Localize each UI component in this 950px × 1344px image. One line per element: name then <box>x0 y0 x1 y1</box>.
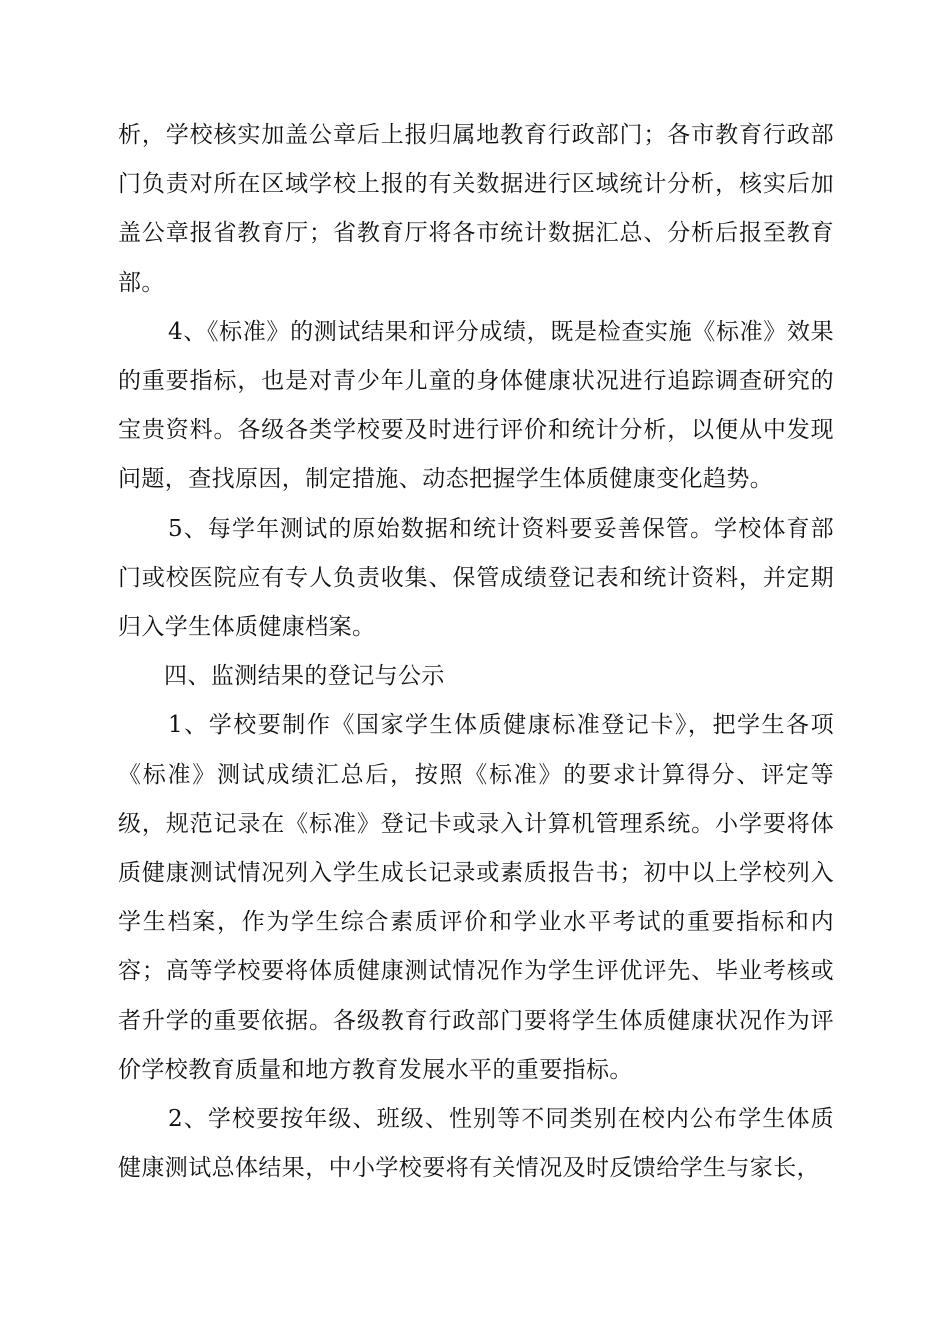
paragraph-item-5: 5、每学年测试的原始数据和统计资料要妥善保管。学校体育部门或校医院应有专人负责收集、保管成绩登记表和统计资料，并定期归入学生体质健康档案。 <box>118 515 834 641</box>
paragraph-continuation: 析，学校核实加盖公章后上报归属地教育行政部门；各市教育行政部门负责对所在区域学校上报的有关数据进行区域统计分析，核实后加盖公章报省教育厅；省教育厅将各市统计数据汇总、分析后报至教育部。 <box>118 122 834 296</box>
paragraph-item-1: 1、学校要制作《国家学生体质健康标准登记卡》，把学生各项《标准》测试成绩汇总后，按照《标准》的要求计算得分、评定等级，规范记录在《标准》登记卡或录入计算机管理系统。小学要将体质健康测试情况列入学生成长记录或素质报告书；初中以上学校列入学生档案，作为学生综合素质评价和学业水平考试的重要指标和内容；高等学校要将体质健康测试情况作为学生评优评先、毕业考核或者升学的重要依据。各级教育行政部门要将学生体质健康状况作为评价学校教育质量和地方教育发展水平的重要指标。 <box>118 712 834 1083</box>
paragraph-item-4: 4、《标准》的测试结果和评分成绩，既是检查实施《标准》效果的重要指标，也是对青少年儿童的身体健康状况进行追踪调查研究的宝贵资料。各级各类学校要及时进行评价和统计分析，以便从中发现问题，查找原因，制定措施、动态把握学生体质健康变化趋势。 <box>118 318 834 493</box>
paragraph-item-2: 2、学校要按年级、班级、性别等不同类别在校内公布学生体质健康测试总体结果，中小学校要将有关情况及时反馈给学生与家长， <box>118 1106 834 1182</box>
section-heading: 四、监测结果的登记与公示 <box>164 663 445 690</box>
document-body <box>118 111 834 1193</box>
